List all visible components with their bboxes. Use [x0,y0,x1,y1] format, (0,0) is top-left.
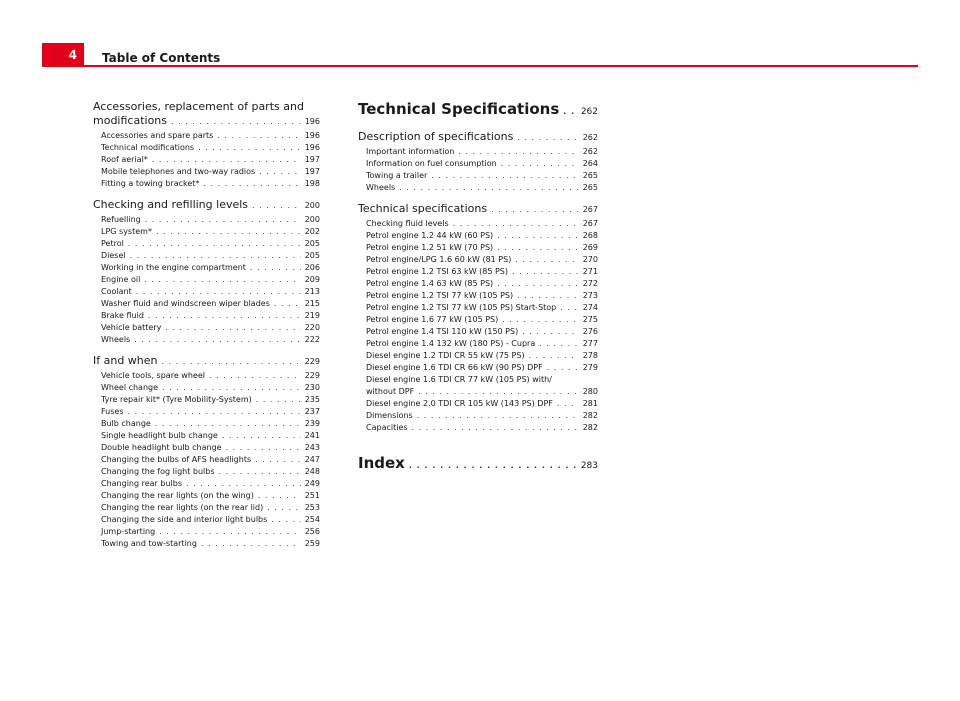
toc-page-number: 274 [582,303,598,312]
leader-dots [491,203,579,217]
toc-entry-title: Diesel engine 1.2 TDI CR 55 kW (75 PS) [366,351,525,360]
toc-entry[interactable] [358,242,598,254]
leader-dots [417,410,579,422]
toc-entry[interactable] [93,166,320,178]
leader-dots [517,290,579,302]
toc-page-number: 247 [304,455,320,464]
leader-dots [267,502,301,514]
toc-page-number: 283 [580,461,598,471]
leader-dots [563,103,577,121]
toc-entry[interactable] [93,334,320,346]
toc-entry[interactable] [93,466,320,478]
toc-entry-title: Vehicle tools, spare wheel [101,371,205,380]
toc-entry-title: Wheels [366,183,396,192]
toc-entry[interactable] [93,526,320,538]
toc-entry-title: Petrol engine 1.4 TSI 110 kW (150 PS) [366,327,519,336]
toc-page-number: 259 [304,539,320,548]
toc-entry[interactable] [358,398,598,410]
toc-entry-title: Important information [366,147,455,156]
toc-page-number: 275 [582,315,598,324]
toc-section[interactable] [93,354,320,369]
toc-entry[interactable] [358,350,598,362]
toc-chapter-title: Index [358,454,405,472]
leader-dots [252,199,301,213]
toc-entry[interactable] [358,410,598,422]
toc-entry-title: Petrol engine 1.2 44 kW (60 PS) [366,231,494,240]
toc-page-number: 279 [582,363,598,372]
toc-items [93,130,320,190]
toc-chapter[interactable] [358,454,598,475]
toc-entry[interactable] [358,338,598,350]
leader-dots [418,386,579,398]
toc-entry-title: Diesel engine 1.6 TDI CR 66 kW (90 PS) DPF [366,363,543,372]
toc-entry-title: Fuses [101,407,124,416]
toc-entry-title: Petrol engine 1.2 TSI 77 kW (105 PS) Start-Stop [366,303,557,312]
toc-entry-title: Technical modifications [101,143,195,152]
leader-dots [255,454,301,466]
toc-entry-title: Wheel change [101,383,159,392]
leader-dots [148,310,301,322]
leader-dots [217,130,300,142]
leader-dots [431,170,578,182]
leader-dots [162,355,301,369]
leader-dots [209,370,301,382]
leader-dots [250,262,301,274]
leader-dots [171,115,301,129]
toc-entry-title: Petrol engine 1.4 132 kW (180 PS) - Cupra [366,339,536,348]
leader-dots [522,326,579,338]
toc-entry-title: Towing and tow-starting [101,539,197,548]
toc-entry-title: Brake fluid [101,311,144,320]
toc-entry-title: Mobile telephones and two-way radios [101,167,256,176]
leader-dots [497,242,579,254]
toc-page-number: 215 [304,299,320,308]
leader-dots [399,182,579,194]
toc-entry[interactable] [93,226,320,238]
toc-entry-title: Petrol engine 1.6 77 kW (105 PS) [366,315,499,324]
toc-entry[interactable] [358,362,598,374]
toc-page-number: 265 [582,183,598,192]
leader-dots [155,418,301,430]
toc-entry[interactable] [358,158,598,170]
toc-entry[interactable] [358,290,598,302]
toc-section-title-cont: modifications [93,114,168,127]
toc-entry[interactable] [93,502,320,514]
toc-page-number: 202 [304,227,320,236]
toc-entry[interactable] [93,274,320,286]
leader-dots [271,514,300,526]
toc-entry[interactable] [93,418,320,430]
leader-dots [539,338,579,350]
toc-page-number: 229 [304,357,320,366]
toc-page-number: 251 [304,491,320,500]
toc-entry-title: Diesel [101,251,126,260]
toc-page-number: 270 [582,255,598,264]
toc-page-number: 267 [582,205,598,214]
toc-section[interactable] [358,130,598,145]
toc-entry-title: Fitting a towing bracket* [101,179,200,188]
leader-dots [219,466,301,478]
toc-entry[interactable] [93,370,320,382]
toc-page-number: 277 [582,339,598,348]
leader-dots [226,442,301,454]
toc-entry[interactable] [93,322,320,334]
toc-entry[interactable] [93,394,320,406]
toc-page-number: 205 [304,251,320,260]
toc-page-number: 272 [582,279,598,288]
toc-entry[interactable] [93,286,320,298]
toc-page-number: 197 [304,155,320,164]
leader-dots [529,350,579,362]
toc-page-number: 200 [304,215,320,224]
toc-entry[interactable] [358,254,598,266]
leader-dots [258,490,301,502]
leader-dots [152,154,301,166]
toc-entry[interactable] [358,266,598,278]
toc-page-number: 235 [304,395,320,404]
leader-dots [198,142,301,154]
leader-dots [186,478,301,490]
toc-page-number: 230 [304,383,320,392]
toc-page-number: 198 [304,179,320,188]
toc-entry[interactable] [358,278,598,290]
toc-section-title: Checking and refilling levels [93,198,249,211]
toc-entry-title: Changing the side and interior light bulbs [101,515,268,524]
leader-dots [458,146,578,158]
toc-section-title: If and when [93,354,158,367]
toc-entry-title: Washer fluid and windscreen wiper blades [101,299,270,308]
toc-chapter[interactable] [358,100,598,121]
leader-dots [412,422,579,434]
leader-dots [145,214,301,226]
toc-entry[interactable] [93,310,320,322]
toc-page-number: 205 [304,239,320,248]
toc-entry[interactable] [93,262,320,274]
toc-entry-title: Changing the rear lights (on the wing) [101,491,254,500]
toc-entry[interactable] [93,538,320,550]
toc-page-number: 268 [582,231,598,240]
leader-dots [497,230,579,242]
toc-entry[interactable] [93,214,320,226]
leader-dots [515,254,578,266]
toc-entry[interactable] [93,478,320,490]
leader-dots [136,286,301,298]
leader-dots [256,394,301,406]
leader-dots [128,238,301,250]
toc-entry[interactable] [93,298,320,310]
toc-right-column [358,100,598,475]
toc-page-number: 281 [582,399,598,408]
toc-entry[interactable] [93,130,320,142]
toc-entry-title: Coolant [101,287,132,296]
leader-dots [128,406,301,418]
toc-page-number: 262 [582,147,598,156]
toc-page-number: 213 [304,287,320,296]
toc-items [358,218,598,434]
toc-entry[interactable] [93,238,320,250]
toc-left-column [93,100,320,550]
toc-entry-title: Petrol engine 1.2 TSI 63 kW (85 PS) [366,267,509,276]
toc-page-number: 220 [304,323,320,332]
toc-entry-title: Petrol engine 1.4 63 kW (85 PS) [366,279,494,288]
toc-page-number: 267 [582,219,598,228]
toc-entry[interactable] [358,374,598,398]
leader-dots [560,302,578,314]
toc-page-number: 209 [304,275,320,284]
toc-page-number: 229 [304,371,320,380]
toc-entry-title: Information on fuel consumption [366,159,497,168]
toc-entry-title: Capacities [366,423,408,432]
toc-section-title: Accessories, replacement of parts and [93,100,304,113]
toc-page-number: 200 [304,201,320,210]
leader-dots [274,298,301,310]
toc-page-number: 278 [582,351,598,360]
toc-entry-title: Wheels [101,335,131,344]
toc-page-number: 262 [582,133,598,142]
toc-page-number: 256 [304,527,320,536]
toc-page-number: 206 [304,263,320,272]
toc-page-number: 237 [304,407,320,416]
toc-entry[interactable] [93,454,320,466]
toc-page-number: 282 [582,411,598,420]
toc-entry-title: Dimensions [366,411,413,420]
leader-dots [512,266,579,278]
toc-entry-title: Bulb change [101,419,151,428]
toc-entry[interactable] [93,250,320,262]
toc-entry[interactable] [358,146,598,158]
toc-page-number: 269 [582,243,598,252]
toc-entry-title: Changing the bulbs of AFS headlights [101,455,252,464]
toc-page-number: 264 [582,159,598,168]
toc-page-number: 262 [580,107,598,117]
leader-dots [144,274,300,286]
leader-dots [497,278,579,290]
toc-page-number: 197 [304,167,320,176]
leader-dots [134,334,301,346]
toc-page-number: 276 [582,327,598,336]
toc-entry-title: Petrol engine 1.2 51 kW (70 PS) [366,243,494,252]
leader-dots [130,250,301,262]
toc-entry-title: Petrol engine/LPG 1.6 60 kW (81 PS) [366,255,512,264]
toc-entry-title: Diesel engine 2.0 TDI CR 105 kW (143 PS) DPF [366,399,553,408]
toc-entry-title: Single headlight bulb change [101,431,218,440]
toc-page-number: 253 [304,503,320,512]
toc-entry-title: Petrol [101,239,124,248]
toc-page-number: 254 [304,515,320,524]
toc-items [93,214,320,346]
toc-page-number: 239 [304,419,320,428]
toc-entry[interactable] [93,490,320,502]
toc-entry-title: Working in the engine compartment [101,263,246,272]
toc-entry-title: Refuelling [101,215,141,224]
toc-items [93,370,320,550]
toc-section-title: Technical specifications [358,202,488,215]
page-title: Table of Contents [102,51,221,65]
toc-chapter-title: Technical Specifications [358,100,560,118]
leader-dots [502,314,578,326]
toc-page-number: 282 [582,423,598,432]
toc-page-number: 241 [304,431,320,440]
toc-entry-title: Towing a trailer [366,171,428,180]
leader-dots [501,158,579,170]
leader-dots [156,226,301,238]
leader-dots [159,526,301,538]
toc-entry[interactable] [358,182,598,194]
toc-entry[interactable] [358,170,598,182]
toc-entry[interactable] [93,142,320,154]
toc-entry[interactable] [358,218,598,230]
leader-dots [165,322,300,334]
toc-section[interactable] [93,198,320,213]
leader-dots [162,382,301,394]
toc-entry[interactable] [358,302,598,314]
toc-section[interactable] [93,100,320,129]
toc-entry[interactable] [358,422,598,434]
toc-entry-title: Changing the rear lights (on the rear lid) [101,503,264,512]
toc-entry-title: Roof aerial* [101,155,148,164]
toc-entry-title: Petrol engine 1.2 TSI 77 kW (105 PS) [366,291,514,300]
leader-dots [453,218,579,230]
toc-page-number: 222 [304,335,320,344]
toc-entry[interactable] [93,430,320,442]
toc-entry[interactable] [358,326,598,338]
leader-dots [201,538,301,550]
toc-entry-title: Vehicle battery [101,323,162,332]
toc-entry[interactable] [93,178,320,190]
toc-entry-title: Accessories and spare parts [101,131,214,140]
leader-dots [557,398,579,410]
toc-entry[interactable] [93,514,320,526]
toc-page-number: 196 [304,117,320,126]
toc-page-number: 196 [304,131,320,140]
toc-section-title: Description of specifications [358,130,514,143]
toc-section[interactable] [358,202,598,217]
toc-entry-title: Double headlight bulb change [101,443,222,452]
toc-entry-title: Checking fluid levels [366,219,449,228]
toc-page-number: 271 [582,267,598,276]
toc-entry-title: Jump-starting [101,527,156,536]
leader-dots [259,166,301,178]
toc-entry-title: Changing rear bulbs [101,479,183,488]
toc-entry-title-cont: without DPF [366,387,415,396]
toc-entry[interactable] [358,314,598,326]
page-number-badge [42,43,84,67]
toc-page-number: 265 [582,171,598,180]
toc-page-number: 219 [304,311,320,320]
toc-entry[interactable] [93,382,320,394]
toc-entry[interactable] [93,154,320,166]
page-number: 4 [68,48,77,62]
leader-dots [547,362,579,374]
toc-items [358,146,598,194]
toc-entry-title: Changing the fog light bulbs [101,467,215,476]
toc-entry[interactable] [358,230,598,242]
leader-dots [222,430,301,442]
toc-page-number: 273 [582,291,598,300]
toc-entry-title: Tyre repair kit* (Tyre Mobility-System) [101,395,252,404]
toc-entry-title: LPG system* [101,227,152,236]
toc-entry-title: Diesel engine 1.6 TDI CR 77 kW (105 PS) with/ [366,375,552,384]
toc-page-number: 196 [304,143,320,152]
toc-page-number: 280 [582,387,598,396]
toc-page-number: 243 [304,443,320,452]
header-rule [84,65,918,67]
toc-entry[interactable] [93,406,320,418]
toc-entry-title: Engine oil [101,275,141,284]
leader-dots [203,178,300,190]
toc-entry[interactable] [93,442,320,454]
toc-page-number: 248 [304,467,320,476]
leader-dots [409,457,577,475]
leader-dots [517,131,578,145]
toc-page-number: 249 [304,479,320,488]
